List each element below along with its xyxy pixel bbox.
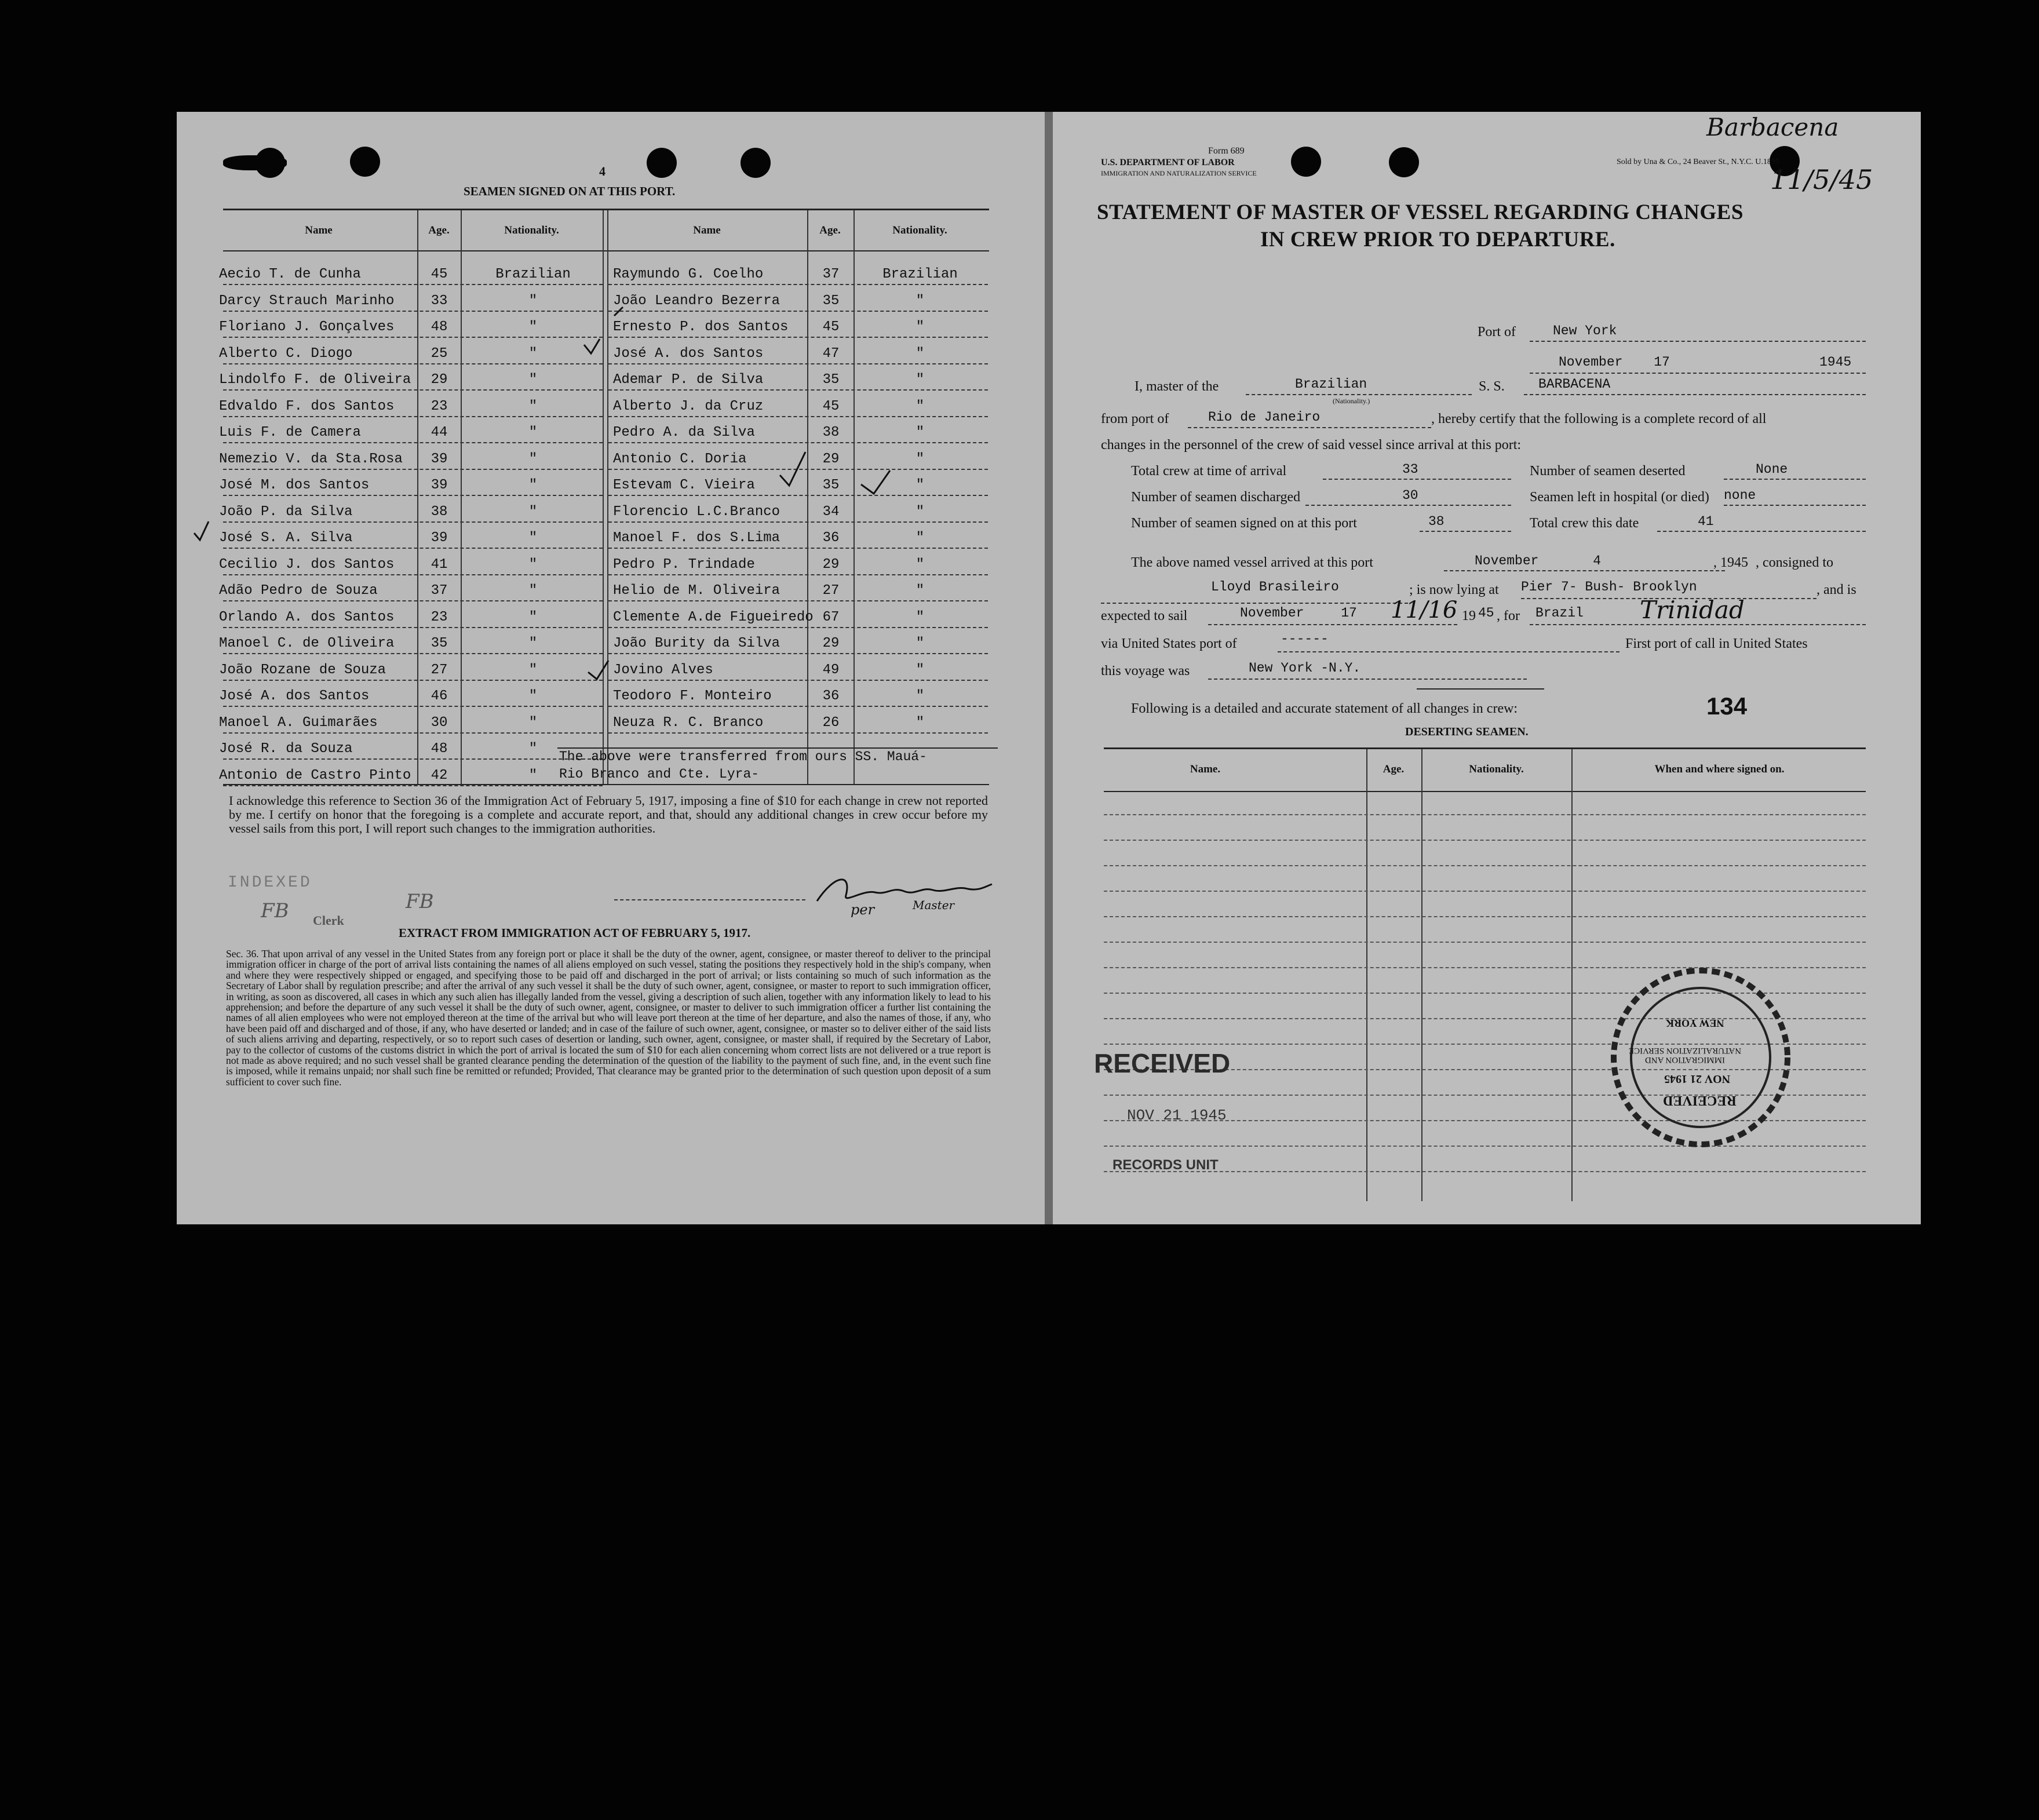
stat-line: [1305, 505, 1511, 506]
row-line: [608, 416, 988, 417]
crew-age: 37: [431, 583, 448, 599]
crew-name: Floriano J. Gonçalves: [219, 319, 395, 335]
row-line: [223, 469, 603, 470]
punch-hole: [350, 147, 380, 177]
crew-nationality: ": [915, 372, 925, 388]
sail-date: November 17: [1240, 606, 1357, 621]
date-value: November 17: [1559, 355, 1670, 370]
desert-row-line: [1104, 840, 1866, 841]
col-divider: [603, 210, 604, 784]
detail-label: Following is a detailed and accurate statement of all changes in crew:: [1131, 701, 1518, 716]
signature-line: [614, 899, 805, 900]
round-stamp-service: IMMIGRATION AND NATURALIZATION SERVICE: [1628, 1046, 1742, 1064]
lying-label: ; is now lying at: [1409, 582, 1499, 597]
crew-name: Cecilio J. dos Santos: [219, 556, 395, 572]
consigned-label: , consigned to: [1756, 555, 1833, 570]
crew-name: José A. dos Santos: [219, 688, 370, 704]
crew-name: Helio de M. Oliveira: [613, 583, 780, 599]
crew-nationality: ": [915, 662, 925, 678]
crew-nationality: ": [528, 662, 538, 678]
extract-body: Sec. 36. That upon arrival of any vessel in the United States from any foreign port or place it shall be the duty of the owner, agent, consignee, or master thereof to deliver to the principal immigration officer in charge of the port of arrival lists containing the names of all aliens employed on such vessel, stating the positions they respectively hold in the ship's company, when and where they were respectively shipped or engaged, and specifying those to be paid off and discharged in the port of arrival; or lists containing so much of such information as the Secretary of Labor shall by regulation prescribe; and after the arrival of any such vessel it shall be the duty of such owner, agent, consignee, or master to report to such immigration officer, in writing, as soon as discovered, all cases in which any such alien has illegally landed from the vessel, giving a description of such alien, together with any information likely to lead to his apprehension; and before the departure of any such vessel it shall be the duty of such owner, agent, consignee, or master to deliver to such immigration officer a further list containing the names of all alien employees who were not employed thereon at the time of the arrival but who will leave port thereon at the time of her departure, and also the names of those, if any, who have been paid off and discharged and of those, if any, who have deserted or landed; and in case of the failure of such owner, agent, consignee, or master so to deliver either of the said lists of such aliens arriving and departing, respectively, or so to report such cases of desertion or landing, such owner, agent, consignee, or master shall, if required by the Secretary of Labor, pay to the collector of customs of the customs district in which the port of arrival is located the sum of $10 for each alien concerning whom correct lists are not delivered or a true report is not made as above required; and no such vessel shall be granted clearance pending the determination of the question of the liability to the payment of such fine, and, in the event such fine is imposed, while it remains unpaid; nor shall such fine be remitted or refunded; Provided, That clearance may be granted prior to the determination of such question upon deposit of a sum sufficient to cover such fine.: [226, 948, 991, 1088]
consignee-value: Lloyd Brasileiro: [1211, 579, 1339, 594]
punch-hole: [1389, 147, 1419, 177]
crew-nationality: ": [915, 477, 925, 493]
row-line: [223, 521, 603, 523]
arrival-year: , 1945: [1713, 555, 1748, 570]
crew-nationality: ": [528, 583, 538, 599]
crew-name: Antonio de Castro Pinto: [219, 767, 411, 783]
col-divider: [853, 210, 855, 784]
crew-age: 27: [431, 662, 448, 678]
row-line: [608, 442, 988, 443]
row-line: [223, 680, 603, 681]
first-port-label: First port of call in United States: [1625, 636, 1808, 651]
row-line: [223, 363, 603, 364]
crew-name: José S. A. Silva: [219, 530, 353, 546]
extract-title: EXTRACT FROM IMMIGRATION ACT OF FEBRUARY 5, 1917.: [399, 926, 751, 940]
crew-age: 38: [822, 425, 840, 440]
row-line: [608, 732, 988, 734]
crew-age: 35: [822, 372, 840, 388]
sail-year-45: 45: [1478, 606, 1494, 621]
crew-age: 23: [431, 398, 448, 414]
form-number: Form 689: [1208, 146, 1245, 156]
pier-value: Pier 7- Bush- Brooklyn: [1521, 579, 1697, 594]
stat-line: [1323, 479, 1511, 480]
crew-nationality: ": [915, 556, 925, 572]
hospital-value: none: [1724, 488, 1756, 503]
destination-value: Brazil: [1535, 606, 1584, 621]
punch-hole: [647, 148, 677, 178]
page-number: 4: [599, 164, 606, 178]
desert-row-line: [1104, 891, 1866, 892]
crew-nationality: Brazilian: [495, 267, 571, 282]
nationality-line: [1246, 394, 1472, 395]
sail-date-handwritten: 11/16: [1391, 597, 1458, 623]
punch-hole: [223, 155, 287, 170]
handwritten-date: 11/5/45: [1770, 164, 1873, 195]
row-line: [608, 627, 988, 628]
sold-by: Sold by Una & Co., 24 Beaver St., N.Y.C. U.1895: [1617, 158, 1779, 166]
service: IMMIGRATION AND NATURALIZATION SERVICE: [1101, 169, 1257, 177]
crew-name: Luis F. de Camera: [219, 425, 361, 440]
certify-text: , hereby certify that the following is a complete record of all: [1431, 411, 1767, 426]
crew-age: 34: [822, 504, 840, 520]
acknowledgment-text: I acknowledge this reference to Section 36 of the Immigration Act of February 5, 1917, imposing a fine of $10 for each change in crew not reported by me. I certify on honor that the foregoing is a complete and accurate report, and that, should any additional changes in crew occur before my vessel sails from this port, I will report such changes to the immigration authorities.: [229, 793, 988, 836]
row-line: [608, 653, 988, 654]
row-line: [608, 311, 988, 312]
table-bottom-rule: [223, 784, 989, 785]
crew-age: 29: [822, 636, 840, 651]
port-value: New York: [1553, 323, 1617, 338]
crew-age: 35: [822, 293, 840, 309]
crew-age: 35: [822, 477, 840, 493]
crew-name: José M. dos Santos: [219, 477, 370, 493]
row-line: [608, 284, 988, 285]
page-fold: [1045, 112, 1053, 1224]
row-line: [223, 574, 603, 575]
crew-name: Aecio T. de Cunha: [219, 267, 361, 282]
deserted-label: Number of seamen deserted: [1530, 464, 1686, 479]
col-header-nationality: Nationality.: [504, 224, 559, 236]
consignee-line: [1101, 603, 1408, 604]
transfer-note: The above were transferred from ours SS. Mauá-: [559, 749, 927, 764]
row-line: [223, 416, 603, 417]
crew-nationality: ": [528, 451, 538, 467]
row-line: [608, 337, 988, 338]
col-header-name: Name: [305, 224, 333, 236]
handwritten-vessel-name: Barbacena: [1706, 113, 1839, 141]
crew-nationality: ": [915, 319, 925, 335]
crew-nationality: ": [915, 583, 925, 599]
row-line: [608, 469, 988, 470]
desert-col-divider: [1421, 749, 1422, 1201]
desert-col-signed-on: When and where signed on.: [1654, 763, 1785, 775]
row-line: [608, 521, 988, 523]
changes-text: changes in the personnel of the crew of said vessel since arrival at this port:: [1101, 437, 1522, 453]
header-rule: [223, 250, 989, 251]
via-line: [1278, 651, 1619, 652]
row-line: [223, 311, 603, 312]
from-port-label: from port of: [1101, 411, 1169, 426]
table-top-rule: [223, 209, 989, 210]
row-line: [608, 574, 988, 575]
crew-nationality: ": [915, 636, 925, 651]
date-line: [1530, 373, 1866, 374]
crew-name: Orlando A. dos Santos: [219, 609, 395, 625]
crew-age: 48: [431, 319, 448, 335]
row-line: [223, 389, 603, 391]
crew-name: Alberto J. da Cruz: [613, 398, 764, 414]
crew-nationality: ": [528, 530, 538, 546]
stat-line: [1724, 479, 1866, 480]
row-line: [608, 495, 988, 496]
crew-name: João Rozane de Souza: [219, 662, 386, 678]
crew-name: José A. dos Santos: [613, 345, 764, 362]
crew-nationality: ": [915, 530, 925, 546]
port-line: [1530, 341, 1866, 342]
signed-on-value: 38: [1428, 514, 1445, 529]
desert-row-line: [1104, 865, 1866, 866]
row-line: [608, 706, 988, 707]
crew-name: João P. da Silva: [219, 504, 353, 520]
crew-age: 33: [431, 293, 448, 309]
round-stamp-date: NOV 21 1945: [1664, 1073, 1731, 1085]
crew-age: 41: [431, 556, 448, 572]
crew-name: Alberto C. Diogo: [219, 345, 353, 362]
records-unit: RECORDS UNIT: [1112, 1157, 1219, 1173]
crew-name: Florencio L.C.Branco: [613, 504, 780, 520]
total-crew-arrival: 33: [1402, 462, 1418, 477]
row-line: [223, 337, 603, 338]
destination-handwritten: Trinidad: [1640, 596, 1745, 624]
signed-on-label: Number of seamen signed on at this port: [1131, 516, 1357, 531]
desert-col-nationality: Nationality.: [1469, 763, 1524, 775]
row-line: [608, 600, 988, 601]
col-header-age-2: Age.: [819, 224, 841, 236]
row-line: [223, 653, 603, 654]
crew-age: 26: [822, 714, 840, 731]
clerk-label: Clerk: [313, 913, 344, 928]
row-line: [608, 548, 988, 549]
form-title: STATEMENT OF MASTER OF VESSEL REGARDING CHANGES: [1097, 200, 1743, 224]
round-stamp-city: NEW YORK: [1666, 1017, 1724, 1029]
crew-nationality: ": [915, 451, 925, 467]
row-line: [608, 363, 988, 364]
crew-name: Clemente A.de Figueiredo: [613, 609, 814, 625]
crew-age: 67: [822, 609, 840, 625]
crew-name: Pedro A. da Silva: [613, 425, 755, 440]
crew-name: Edvaldo F. dos Santos: [219, 398, 395, 414]
crew-nationality: ": [528, 504, 538, 520]
crew-nationality: ": [915, 398, 925, 414]
crew-nationality: ": [915, 688, 925, 704]
master-label: Master: [913, 898, 955, 912]
page-stamp-number: 134: [1706, 692, 1748, 720]
sail-year-19: 19: [1462, 608, 1476, 623]
crew-age: 39: [431, 451, 448, 467]
row-line: [223, 600, 603, 601]
received-date: NOV 21 1945: [1127, 1107, 1227, 1124]
department: U.S. DEPARTMENT OF LABOR: [1101, 158, 1235, 167]
master-of-label: I, master of the: [1135, 379, 1219, 394]
crew-age: 25: [431, 345, 448, 362]
row-line: [608, 389, 988, 391]
stat-line: [1420, 531, 1511, 532]
crew-age: 38: [431, 504, 448, 520]
row-line: [223, 732, 603, 734]
desert-row-line: [1104, 942, 1866, 943]
via-value: ------: [1281, 632, 1329, 647]
crew-age: 45: [822, 398, 840, 414]
crew-nationality: ": [915, 425, 925, 440]
col-divider: [461, 210, 462, 784]
crew-name: José R. da Souza: [219, 741, 353, 757]
crew-name: Teodoro F. Monteiro: [613, 688, 772, 704]
discharged-label: Number of seamen discharged: [1131, 490, 1301, 505]
crew-nationality: ": [915, 345, 925, 362]
desert-col-age: Age.: [1383, 763, 1405, 775]
arrived-label: The above named vessel arrived at this port: [1131, 555, 1373, 570]
crew-nationality: Brazilian: [882, 267, 958, 282]
col-header-name-2: Name: [693, 224, 721, 236]
form-title-2: IN CREW PRIOR TO DEPARTURE.: [1260, 228, 1615, 251]
crew-name: Manoel A. Guimarães: [219, 714, 378, 731]
and-is-label: , and is: [1817, 582, 1856, 597]
crew-age: 45: [822, 319, 840, 335]
desert-row-line: [1104, 814, 1866, 815]
crew-nationality: ": [528, 293, 538, 309]
row-line: [223, 548, 603, 549]
crew-name: Adão Pedro de Souza: [219, 583, 378, 599]
desert-table-top: [1104, 747, 1866, 749]
crew-name: Darcy Strauch Marinho: [219, 293, 395, 309]
ss-label: S. S.: [1479, 379, 1505, 394]
received-stamp: RECEIVED: [1094, 1048, 1231, 1078]
round-stamp-received: RECEIVED: [1663, 1093, 1737, 1108]
crew-nationality: ": [528, 609, 538, 625]
crew-name: Pedro P. Trindade: [613, 556, 755, 572]
crew-nationality: ": [915, 504, 925, 520]
crew-age: 35: [431, 636, 448, 651]
master-signature: [811, 869, 997, 913]
crew-age: 39: [431, 530, 448, 546]
crew-nationality: ": [528, 741, 538, 757]
row-line: [223, 758, 603, 760]
crew-age: 23: [431, 609, 448, 625]
desert-col-divider: [1571, 749, 1573, 1201]
indexed-stamp: INDEXED: [228, 874, 312, 892]
clerk-initials: FB: [261, 899, 289, 922]
col-header-nationality-2: Nationality.: [892, 224, 947, 236]
crew-name: João Burity da Silva: [613, 636, 780, 651]
crew-name: Neuza R. C. Branco: [613, 714, 764, 731]
desert-header-rule: [1104, 791, 1866, 792]
crew-nationality: ": [528, 319, 538, 335]
crew-age: 42: [431, 767, 448, 783]
crew-nationality: ": [528, 556, 538, 572]
col-divider: [807, 210, 808, 784]
crew-name: Estevam C. Vieira: [613, 477, 755, 493]
crew-name: Jovino Alves: [613, 662, 713, 678]
row-line: [223, 495, 603, 496]
voyage-value: New York -N.Y.: [1249, 661, 1361, 676]
expected-label: expected to sail: [1101, 608, 1188, 623]
crew-nationality: ": [528, 372, 538, 388]
crew-name: Raymundo G. Coelho: [613, 267, 764, 282]
crew-nationality: ": [528, 636, 538, 651]
total-crew-date-value: 41: [1698, 514, 1714, 529]
crew-age: 29: [822, 556, 840, 572]
crew-name: Manoel F. dos S.Lima: [613, 530, 780, 546]
crew-name: Lindolfo F. de Oliveira: [219, 372, 411, 388]
crew-nationality: ": [528, 714, 538, 731]
crew-age: 29: [822, 451, 840, 467]
crew-name: Ademar P. de Silva: [613, 372, 764, 388]
per-label: per: [851, 902, 875, 918]
nationality-value: Brazilian: [1295, 377, 1367, 392]
arrival-date: November 4: [1475, 553, 1602, 568]
crew-age: 37: [822, 267, 840, 282]
desert-col-divider: [1366, 749, 1367, 1201]
from-port-value: Rio de Janeiro: [1208, 410, 1321, 425]
col-divider: [417, 210, 418, 784]
punch-hole: [741, 148, 771, 178]
crew-name: Nemezio V. da Sta.Rosa: [219, 451, 403, 467]
punch-hole: [1291, 147, 1321, 177]
crew-age: 46: [431, 688, 448, 704]
nationality-hint: (Nationality.): [1333, 397, 1370, 405]
crew-age: 49: [822, 662, 840, 678]
hospital-label: Seamen left in hospital (or died): [1530, 490, 1709, 505]
voyage-underline: [1417, 688, 1544, 690]
crew-age: 44: [431, 425, 448, 440]
row-line: [223, 627, 603, 628]
crew-name: Manoel C. de Oliveira: [219, 636, 395, 651]
date-year: 1945: [1819, 355, 1852, 370]
desert-row-line: [1104, 916, 1866, 917]
transfer-note: Rio Branco and Cte. Lyra-: [559, 767, 760, 782]
total-crew-arrival-label: Total crew at time of arrival: [1131, 464, 1287, 479]
crew-nationality: ": [528, 345, 538, 362]
vessel-line: [1524, 394, 1866, 395]
vessel-value: BARBACENA: [1538, 377, 1611, 392]
col-header-age: Age.: [428, 224, 450, 236]
crew-nationality: ": [528, 767, 538, 783]
port-label: Port of: [1478, 324, 1516, 340]
crew-age: 36: [822, 530, 840, 546]
for-label: , for: [1497, 608, 1520, 623]
crew-nationality: ": [528, 477, 538, 493]
discharged-value: 30: [1402, 488, 1418, 503]
crew-nationality: ": [915, 293, 925, 309]
crew-age: 29: [431, 372, 448, 388]
crew-name: Antonio C. Doria: [613, 451, 747, 467]
total-crew-date-label: Total crew this date: [1530, 516, 1639, 531]
destination-line: [1530, 624, 1866, 625]
crew-nationality: ": [528, 398, 538, 414]
crew-age: 47: [822, 345, 840, 362]
row-line: [223, 442, 603, 443]
crew-age: 39: [431, 477, 448, 493]
via-label: via United States port of: [1101, 636, 1237, 651]
stat-line: [1657, 531, 1866, 532]
clerk-initials: FB: [406, 890, 434, 913]
from-port-line: [1188, 427, 1431, 428]
crew-name: Ernesto P. dos Santos: [613, 319, 789, 335]
crew-nationality: ": [528, 425, 538, 440]
transfer-rule: [557, 747, 998, 749]
col-divider: [607, 210, 608, 784]
crew-name: João Leandro Bezerra: [613, 293, 780, 309]
voyage-label: this voyage was: [1101, 663, 1190, 679]
row-line: [223, 706, 603, 707]
crew-age: 45: [431, 267, 448, 282]
arrival-line: [1444, 570, 1725, 571]
crew-nationality: ": [915, 714, 925, 731]
crew-nationality: ": [528, 688, 538, 704]
crew-age: 30: [431, 714, 448, 731]
crew-age: 36: [822, 688, 840, 704]
deserting-title: DESERTING SEAMEN.: [1405, 725, 1529, 738]
desert-col-name: Name.: [1190, 763, 1221, 775]
sail-line: [1208, 624, 1457, 625]
stat-line: [1724, 505, 1866, 506]
crew-age: 48: [431, 741, 448, 757]
deserted-value: None: [1756, 462, 1788, 477]
row-line: [223, 284, 603, 285]
row-line: [608, 680, 988, 681]
crew-nationality: ": [915, 609, 925, 625]
section-heading: SEAMEN SIGNED ON AT THIS PORT.: [464, 184, 676, 198]
crew-age: 27: [822, 583, 840, 599]
voyage-line: [1208, 679, 1527, 680]
